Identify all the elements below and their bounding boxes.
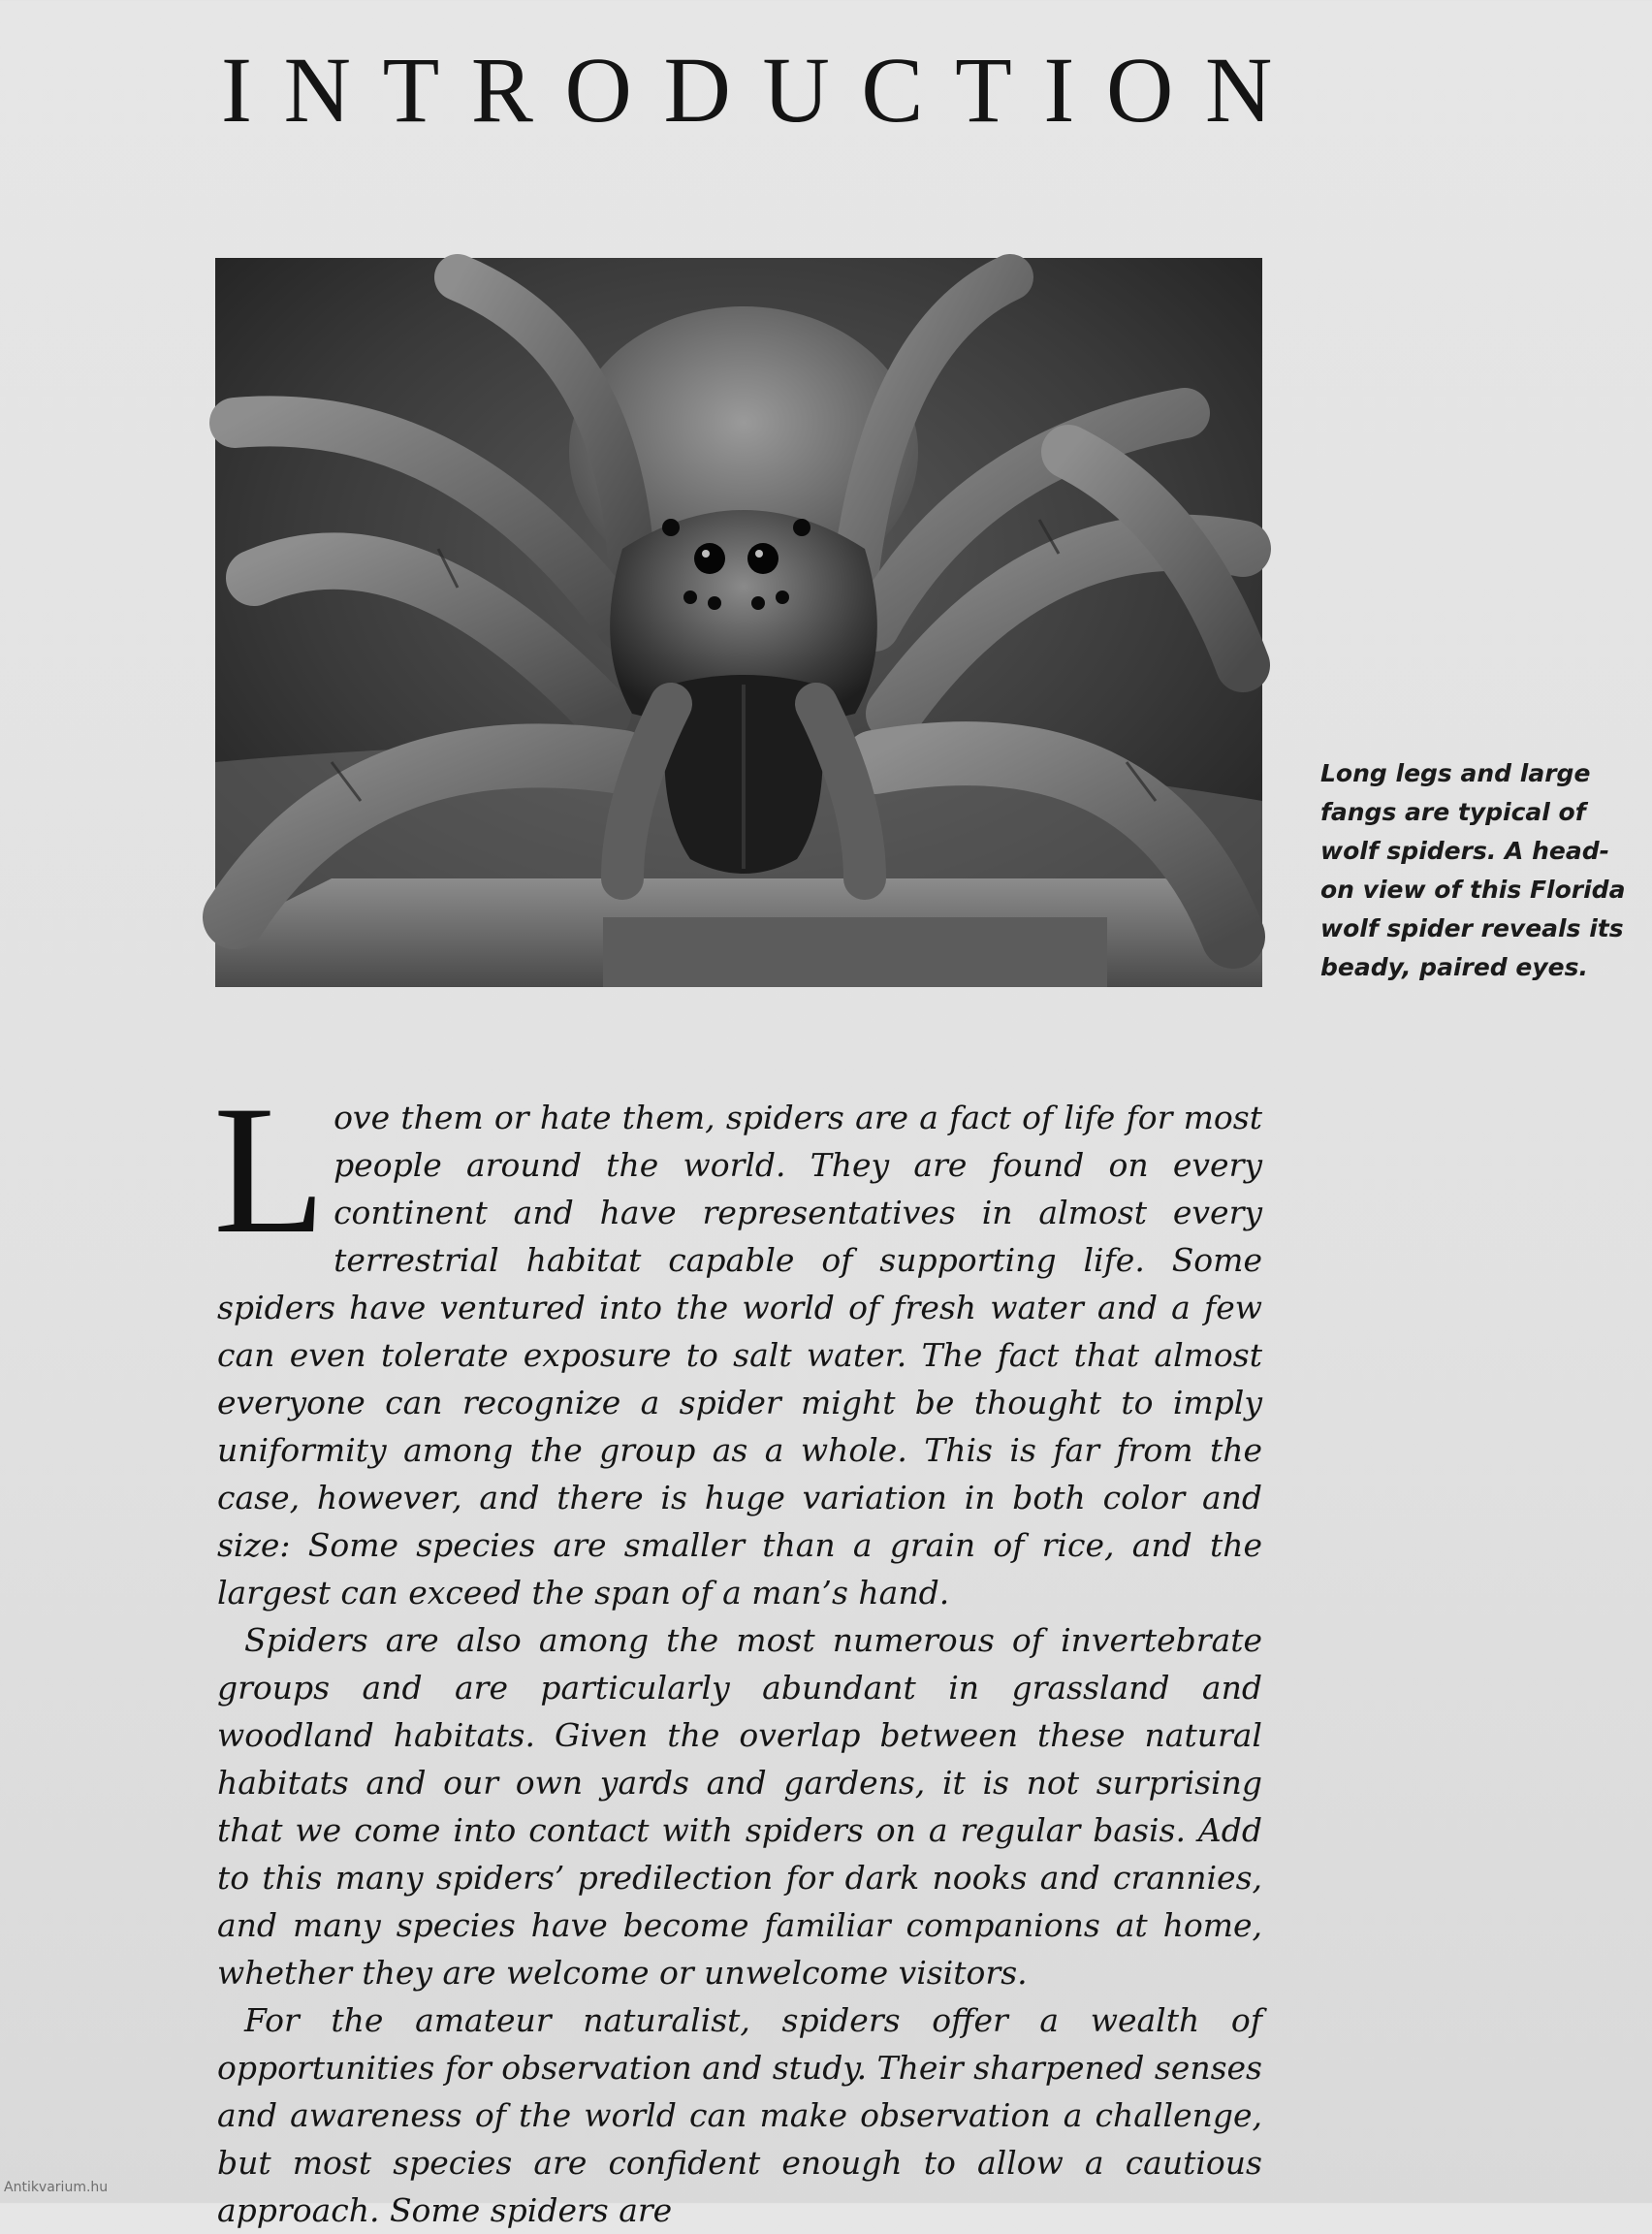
page-title: INTRODUCTION [221, 38, 1304, 142]
article-body [213, 1069, 1262, 2229]
paragraph-1 [213, 1069, 1262, 1616]
photo-caption: Long legs and large fangs are typical of wolf spiders. A head-on view of this Florida wolf spider reveals its beady, paired eyes. [1320, 759, 1626, 981]
paragraph-3: For the amateur naturalist, spiders offer a wealth of opportunities for observation and study. Their sharpened senses and awareness of the world can make observation a challenge, but most species are confident enough to allow a cautious approach. Some spiders are [217, 2001, 1262, 2229]
wolf-spider-illustration [215, 258, 1262, 987]
paragraph-1-text: ove them or hate them, spiders are a fact of life for most people around the world. They are found on every continent and have representatives in almost every terrestrial habitat capable of supporting life. Some spiders have ventured into the world of fresh water and a few can even tolerate exposure to salt water. The fact that almost everyone can recognize a spider might be thought to imply uniformity among the group as a whole. This is far from the case, however, and there is huge variation in both color and size: Some species are smaller than a grain of rice, and the largest can exceed the span of a man’s hand. [217, 1099, 1262, 1612]
drop-cap: L [213, 1069, 327, 1272]
paragraph-2: Spiders are also among the most numerous of invertebrate groups and are particularly abundant in grassland and woodland habitats. Given the overlap between these natural habitats and our own yards and gardens, it is not surprising that we come into contact with spiders on a regular basis. Add to this many spiders’ predilection for dark nooks and crannies, and many species have become familiar companions at home, whether they are welcome or unwelcome visitors. [217, 1621, 1262, 1992]
wolf-spider-photo [215, 258, 1262, 987]
watermark: Antikvarium.hu [4, 2180, 109, 2195]
